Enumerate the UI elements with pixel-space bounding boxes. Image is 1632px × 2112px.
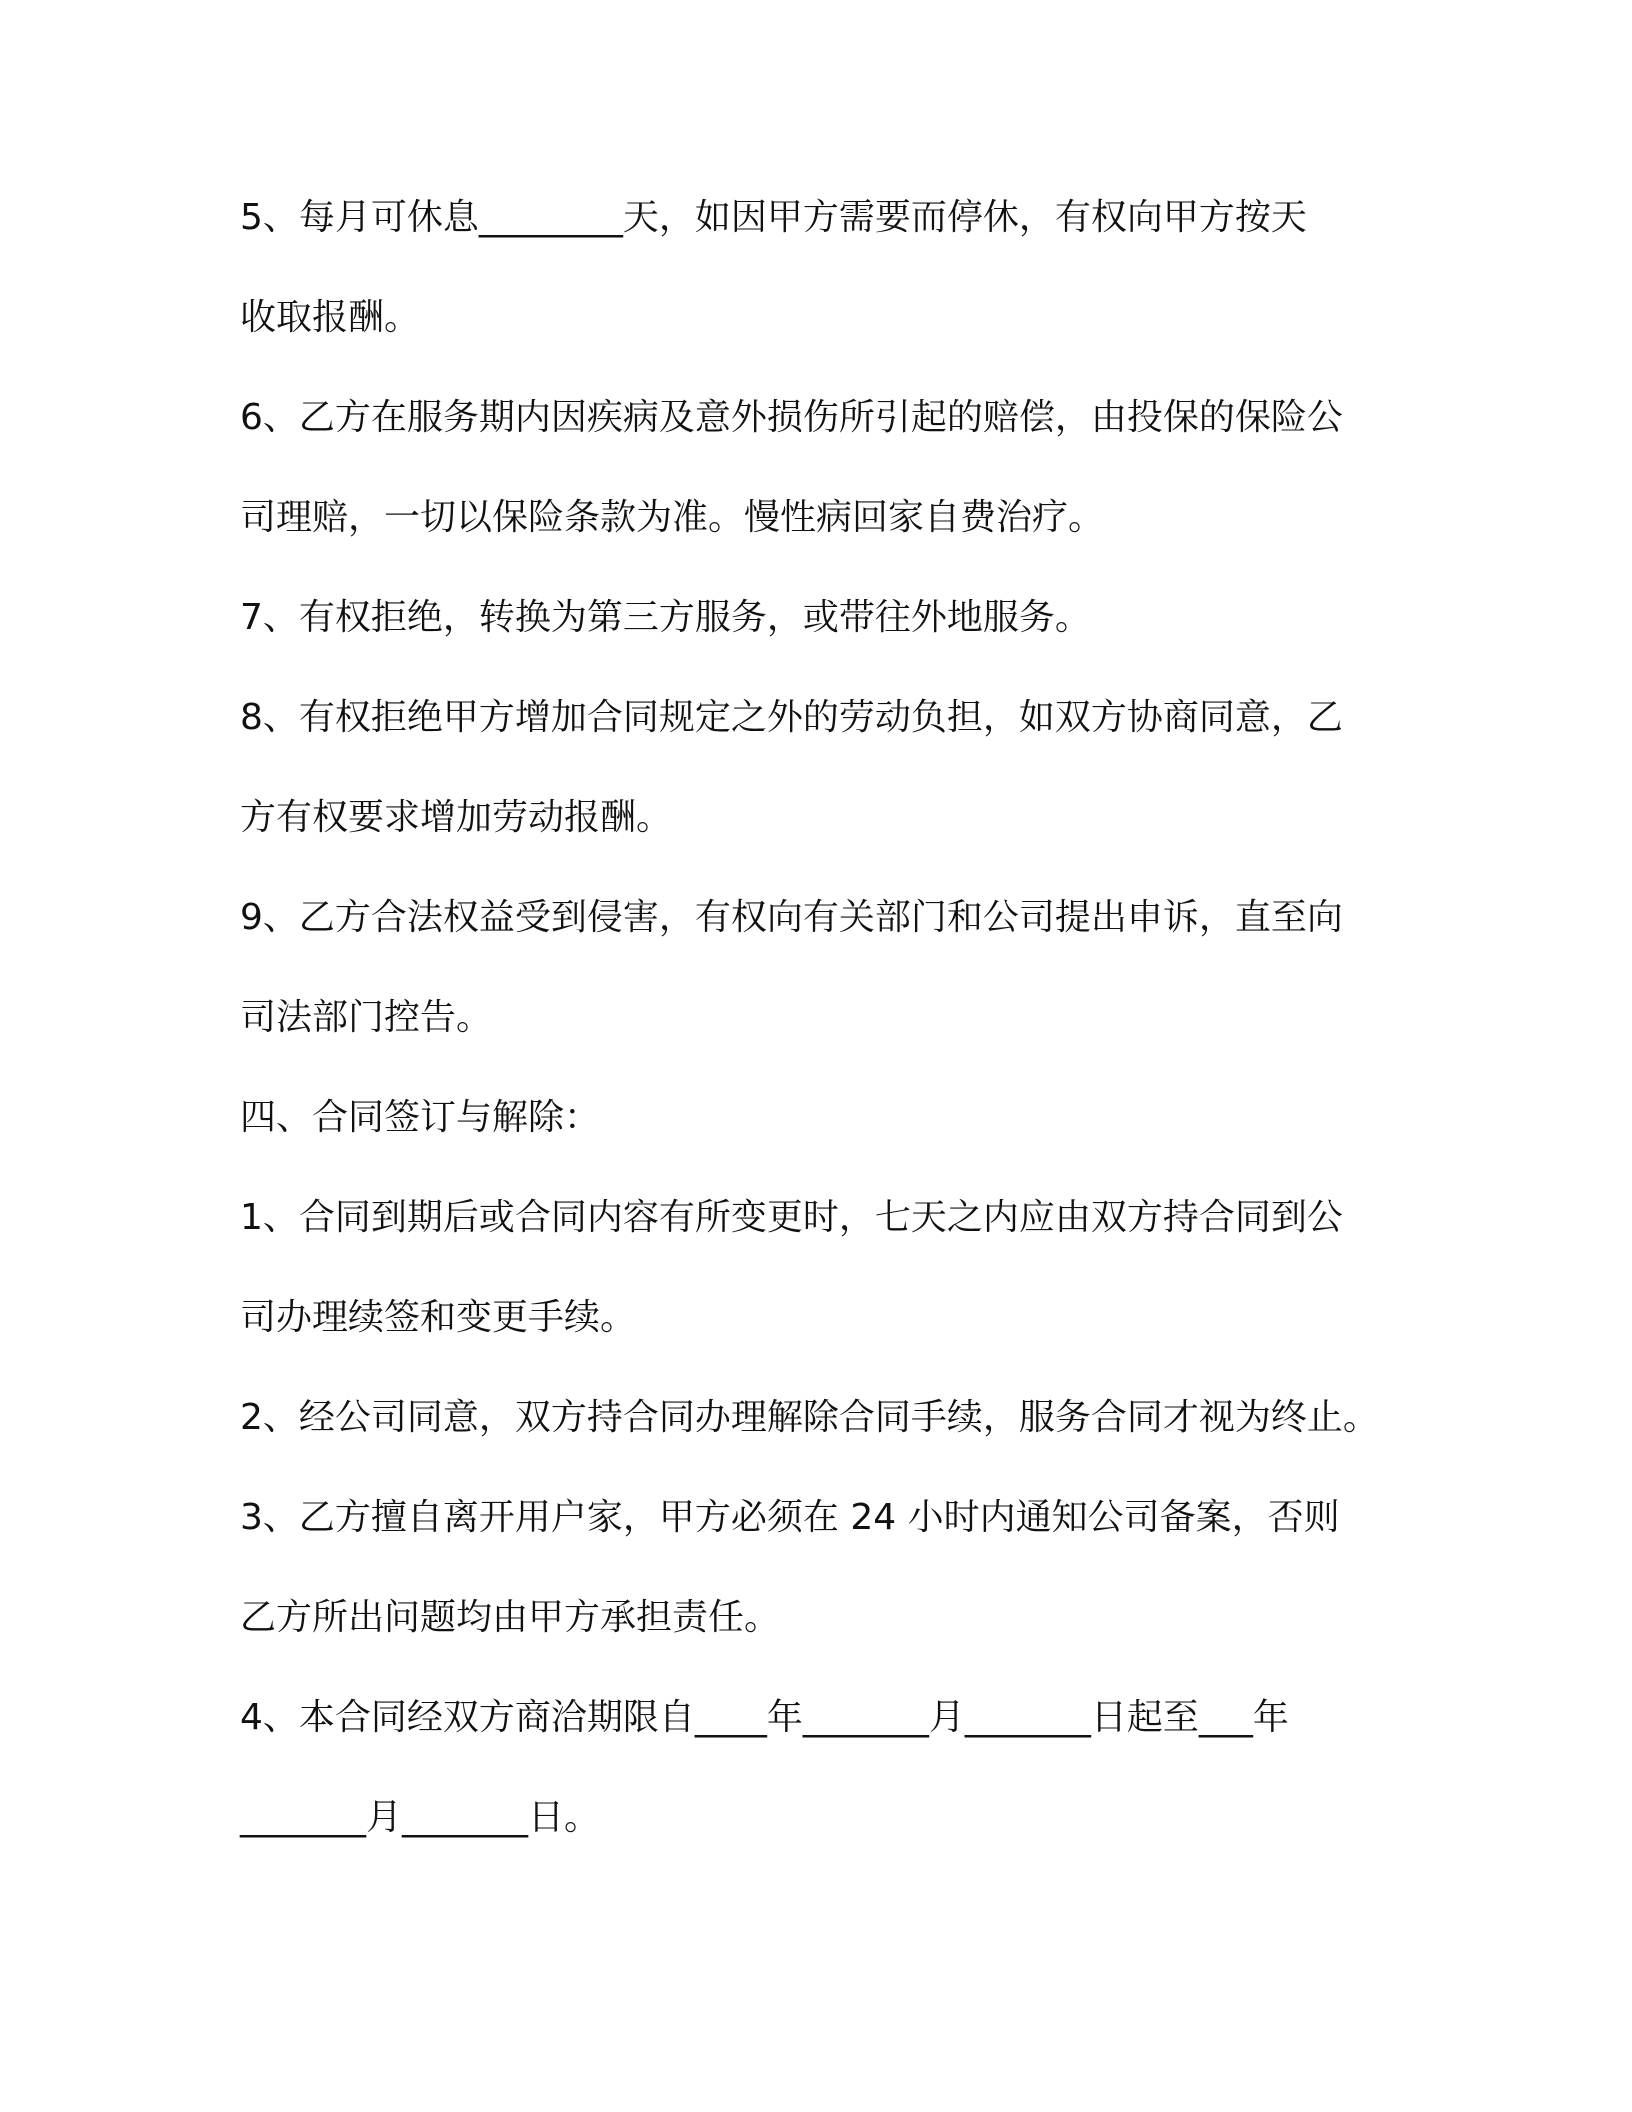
section-4-clause-4-line-2: _______月_______日。 — [240, 1797, 601, 1838]
section-4-clause-4-line-1: 4、本合同经双方商洽期限自____年_______月_______日起至___年 — [240, 1697, 1289, 1738]
clause-5-line-2: 收取报酬。 — [240, 297, 421, 338]
clause-5-line-1: 5、每月可休息________天，如因甲方需要而停休，有权向甲方按天 — [240, 197, 1307, 238]
clause-7-line-1: 7、有权拒绝，转换为第三方服务，或带往外地服务。 — [240, 597, 1091, 638]
section-4-heading: 四、合同签订与解除： — [240, 1097, 601, 1138]
clause-9-line-1: 9、乙方合法权益受到侵害，有权向有关部门和公司提出申诉，直至向 — [240, 897, 1343, 938]
clause-8-line-2: 方有权要求增加劳动报酬。 — [240, 797, 673, 838]
clause-8-line-1: 8、有权拒绝甲方增加合同规定之外的劳动负担，如双方协商同意，乙 — [240, 697, 1343, 738]
clause-6-line-2: 司理赔，一切以保险条款为准。慢性病回家自费治疗。 — [240, 497, 1105, 538]
section-4-clause-3-line-1: 3、乙方擅自离开用户家，甲方必须在 24 小时内通知公司备案，否则 — [240, 1497, 1340, 1538]
section-4-clause-1-line-1: 1、合同到期后或合同内容有所变更时，七天之内应由双方持合同到公 — [240, 1197, 1343, 1238]
clause-6-line-1: 6、乙方在服务期内因疾病及意外损伤所引起的赔偿，由投保的保险公 — [240, 397, 1343, 438]
section-4-clause-3-line-2: 乙方所出问题均由甲方承担责任。 — [240, 1597, 781, 1638]
clause-9-line-2: 司法部门控告。 — [240, 997, 493, 1038]
section-4-clause-2-line-1: 2、经公司同意，双方持合同办理解除合同手续，服务合同才视为终止。 — [240, 1397, 1379, 1438]
section-4-clause-1-line-2: 司办理续签和变更手续。 — [240, 1297, 637, 1338]
